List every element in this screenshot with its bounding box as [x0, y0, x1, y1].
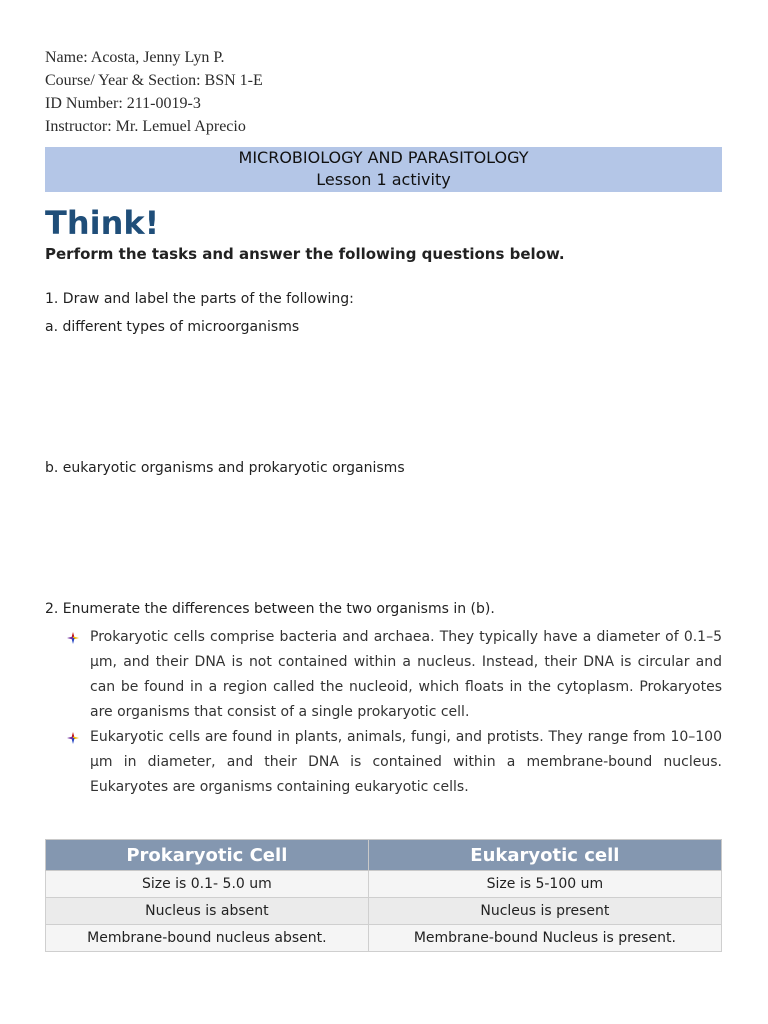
table-cell: Size is 5-100 um: [368, 871, 721, 898]
table-cell: Membrane-bound Nucleus is present.: [368, 925, 721, 952]
activity-title: Lesson 1 activity: [316, 170, 451, 189]
question-1a: a. different types of microorganisms: [45, 319, 300, 335]
bullet-text-eukaryotic: Eukaryotic cells are found in plants, animals, fungi, and protists. They range from 10–100 µm in diameter, and their DNA is contained within a membrane-bound nucleus. Eukaryotes are organisms containing eukaryotic cells.: [90, 729, 722, 795]
table-cell: Size is 0.1- 5.0 um: [46, 871, 369, 898]
four-diamond-bullet-icon: [67, 632, 79, 644]
table-cell: Nucleus is present: [368, 898, 721, 925]
question-2: 2. Enumerate the differences between the two organisms in (b).: [45, 601, 495, 617]
header-eukaryotic: Eukaryotic cell: [368, 840, 721, 871]
table-cell: Membrane-bound nucleus absent.: [46, 925, 369, 952]
question-1: 1. Draw and label the parts of the following:: [45, 291, 354, 307]
student-course: Course/ Year & Section: BSN 1-E: [45, 72, 263, 89]
student-id: ID Number: 211-0019-3: [45, 95, 201, 112]
think-heading: Think!: [45, 204, 160, 242]
instruction-text: Perform the tasks and answer the following questions below.: [45, 245, 565, 263]
question-1b: b. eukaryotic organisms and prokaryotic organisms: [45, 460, 405, 476]
comparison-table: [45, 839, 722, 952]
table-row: [46, 871, 722, 898]
table-row: [46, 925, 722, 952]
differences-list: [45, 625, 722, 800]
instructor-name: Instructor: Mr. Lemuel Aprecio: [45, 118, 246, 135]
bullet-text-prokaryotic: Prokaryotic cells comprise bacteria and archaea. They typically have a diameter of 0.1–5 µm, and their DNA is not contained within a nucleus. Instead, their DNA is circular and can be found in a region called the nucleoid, which floats in the cytoplasm. Prokaryotes are organisms that consist of a single prokaryotic cell.: [90, 629, 722, 720]
list-item: [45, 725, 722, 800]
list-item: [45, 625, 722, 725]
header-prokaryotic: Prokaryotic Cell: [46, 840, 369, 871]
title-band: [45, 147, 722, 192]
table-header-row: [46, 840, 722, 871]
document-page: [45, 46, 722, 952]
table-cell: Nucleus is absent: [46, 898, 369, 925]
student-name: Name: Acosta, Jenny Lyn P.: [45, 49, 225, 66]
table-row: [46, 898, 722, 925]
subject-title: MICROBIOLOGY AND PARASITOLOGY: [238, 148, 529, 167]
four-diamond-bullet-icon: [67, 732, 79, 744]
student-info: [45, 46, 722, 138]
